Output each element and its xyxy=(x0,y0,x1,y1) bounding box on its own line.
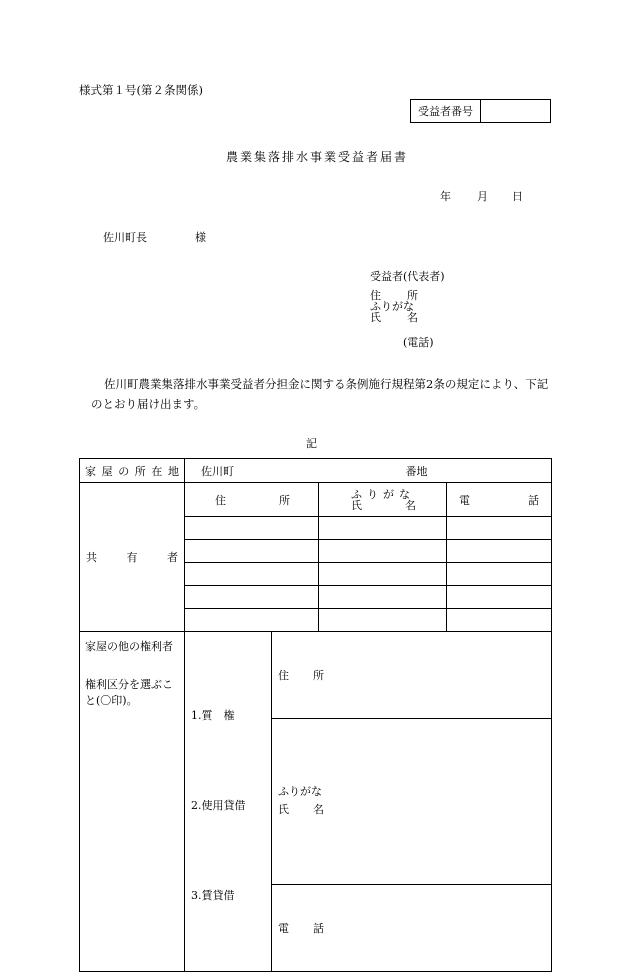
date-year: 年 xyxy=(440,190,451,203)
right-holder-name-cell[interactable] xyxy=(272,718,552,884)
location-banchi: 番地 xyxy=(405,464,428,478)
coowner-address-cell[interactable] xyxy=(185,586,319,609)
applicant-address-label: 住 所 xyxy=(370,289,418,302)
col-address-header: 住 所 xyxy=(185,483,319,517)
right-holder-phone-cell[interactable]: 電 話 xyxy=(272,885,552,972)
date-month: 月 xyxy=(477,190,488,203)
col-phone-header: 電 話 xyxy=(447,483,552,517)
recipient-number-box xyxy=(410,99,551,123)
date-day: 日 xyxy=(512,190,523,203)
coowner-phone-cell[interactable] xyxy=(447,609,552,632)
applicant-furigana-label: ふりがな xyxy=(370,300,414,313)
coowner-phone-cell[interactable] xyxy=(447,563,552,586)
body-text-line1: 佐川町農業集落排水事業受益者分担金に関する条例施行規程第2条の規定により、下記 xyxy=(104,377,549,391)
col-furigana-name-header: ふりがな 氏 名 xyxy=(319,483,447,517)
coowner-phone-cell[interactable] xyxy=(447,517,552,540)
coowner-name-cell[interactable] xyxy=(319,609,447,632)
right-type-1[interactable]: 1.質 権 xyxy=(191,709,235,722)
rights-note-line1: 権利区分を選ぶこ xyxy=(85,678,173,691)
coowner-name-cell[interactable] xyxy=(319,540,447,563)
recipient-number-field[interactable] xyxy=(481,100,551,123)
body-text-line2: のとおり届け出ます。 xyxy=(91,397,206,411)
right-name-label: 氏 名 xyxy=(278,803,324,817)
coowner-address-cell[interactable] xyxy=(185,563,319,586)
location-value-cell[interactable] xyxy=(185,459,552,483)
applicant-heading: 受益者(代表者) xyxy=(370,270,445,283)
coowner-label: 共 有 者 xyxy=(86,551,178,564)
applicant-phone-label: (電話) xyxy=(403,336,434,349)
other-rights-label: 家屋の他の権利者 xyxy=(85,640,173,653)
form-label: 様式第１号(第２条関係) xyxy=(79,83,203,97)
recipient-number-label: 受益者番号 xyxy=(411,100,481,123)
right-furigana-label: ふりがな xyxy=(278,785,322,799)
coowner-address-cell[interactable] xyxy=(185,517,319,540)
coowner-address-cell[interactable] xyxy=(185,609,319,632)
coowner-phone-cell[interactable] xyxy=(447,540,552,563)
addressee-honorific: 様 xyxy=(195,231,206,244)
right-type-2[interactable]: 2.使用貸借 xyxy=(191,799,246,812)
coowner-phone-cell[interactable] xyxy=(447,586,552,609)
other-rights-cell xyxy=(80,632,185,972)
right-holder-address-cell[interactable]: 住 所 xyxy=(272,632,552,719)
page-title: 農業集落排水事業受益者届書 xyxy=(226,150,409,164)
main-form-table xyxy=(79,458,552,972)
rights-note-line2: と(〇印)。 xyxy=(85,694,138,707)
coowner-address-cell[interactable] xyxy=(185,540,319,563)
coowner-name-cell[interactable] xyxy=(319,586,447,609)
right-type-3[interactable]: 3.賃貸借 xyxy=(191,889,235,902)
coowner-name-cell[interactable] xyxy=(319,517,447,540)
ki-label: 記 xyxy=(306,437,317,450)
coowner-label-cell xyxy=(80,483,185,632)
location-town: 佐川町 xyxy=(201,464,234,478)
addressee-name: 佐川町長 xyxy=(103,231,147,244)
right-types-cell xyxy=(185,632,272,972)
applicant-name-label: 氏 名 xyxy=(370,311,418,324)
coowner-name-cell[interactable] xyxy=(319,563,447,586)
location-label-cell: 家 屋 の 所 在 地 xyxy=(80,459,185,483)
